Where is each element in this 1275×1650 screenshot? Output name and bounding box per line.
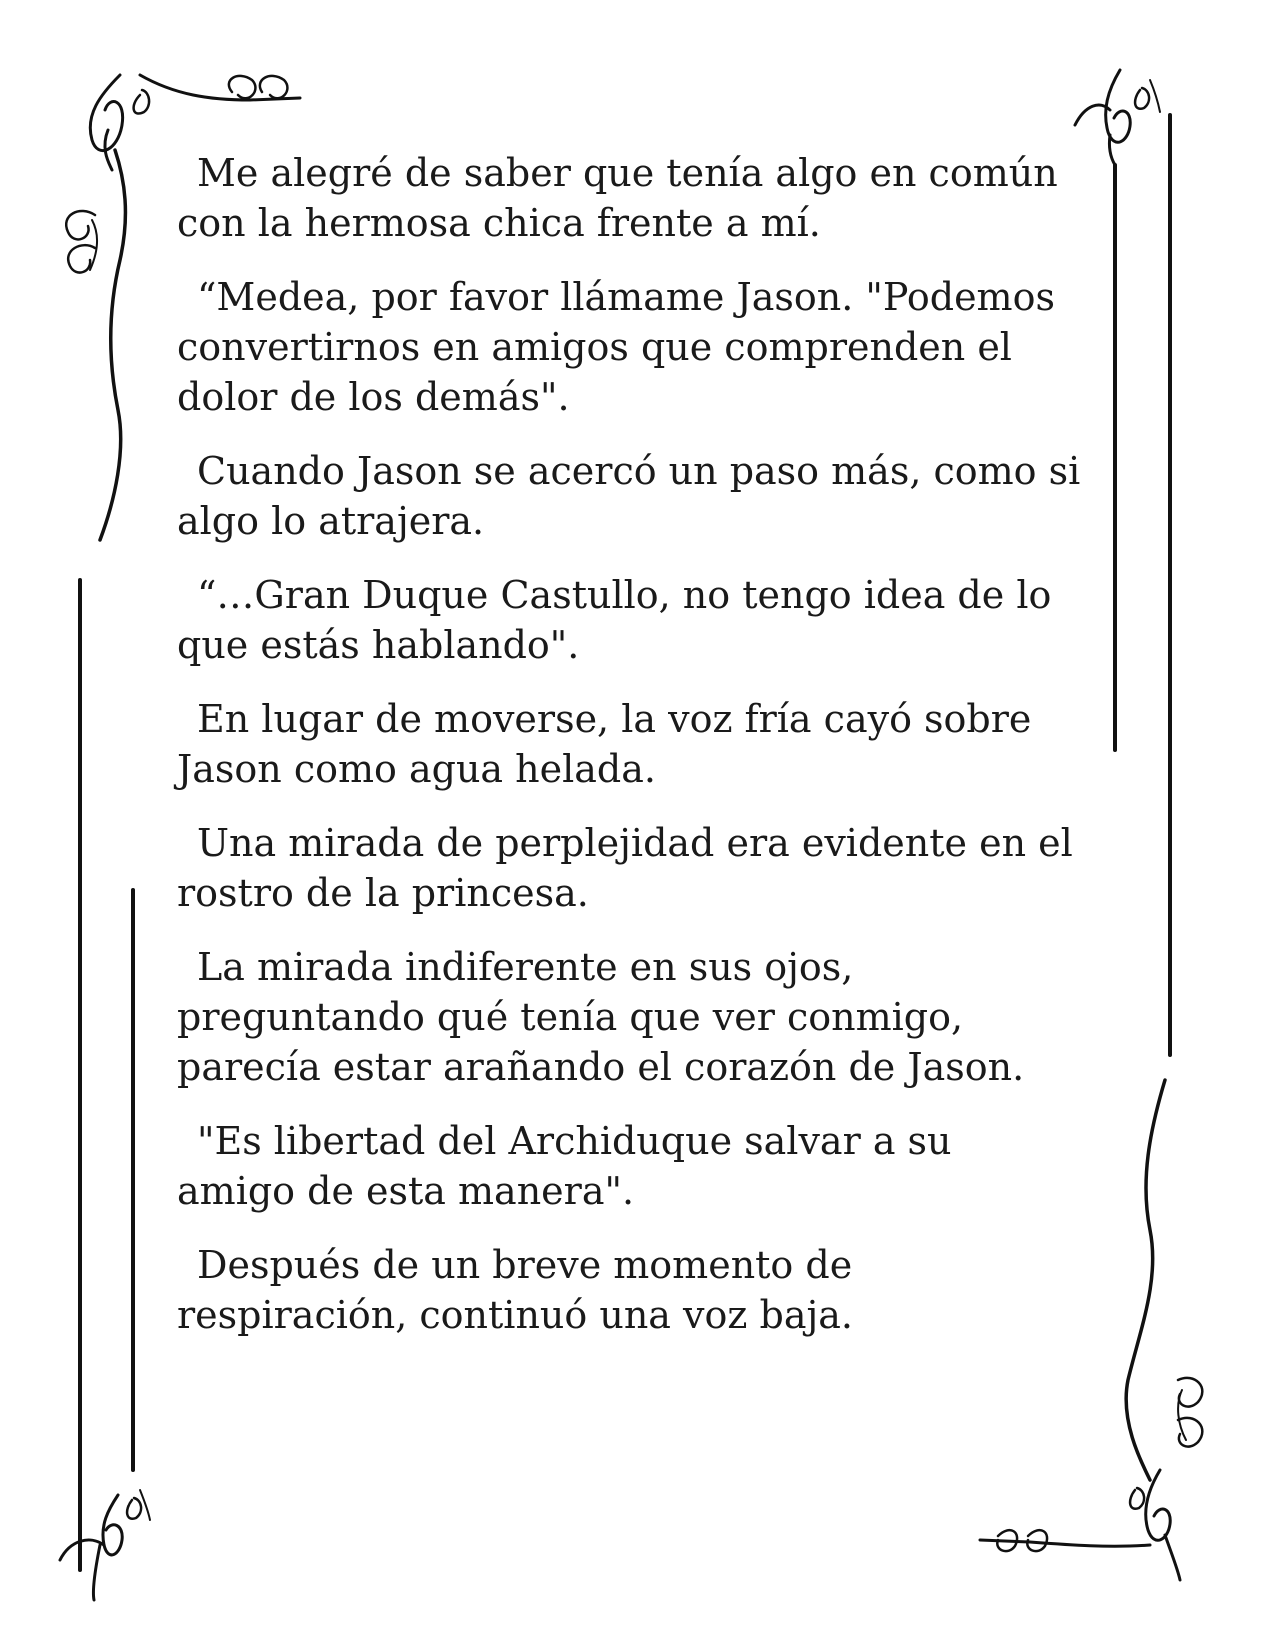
bottom-left-flourish [60,1490,150,1600]
story-text [177,148,1097,1364]
paragraph: Después de un breve momento de respiración, continuó una voz baja. [177,1243,853,1337]
paragraph: “…Gran Duque Castullo, no tengo idea de lo que estás hablando". [177,573,1052,667]
paragraph: Una mirada de perplejidad era evidente en el rostro de la princesa. [177,821,1073,915]
paragraph: Cuando Jason se acercó un paso más, como si algo lo atrajera. [177,449,1081,543]
paragraph: La mirada indiferente en sus ojos, preguntando qué tenía que ver conmigo, parecía estar arañando el corazón de Jason. [177,945,1025,1089]
paragraph: "Es libertad del Archiduque salvar a su amigo de esta manera". [177,1119,952,1213]
paragraph: Me alegré de saber que tenía algo en común con la hermosa chica frente a mí. [177,151,1058,245]
paragraph: En lugar de moverse, la voz fría cayó sobre Jason como agua helada. [177,697,1032,791]
paragraph: “Medea, por favor llámame Jason. "Podemos convertirnos en amigos que comprenden el dolor de los demás". [177,275,1055,419]
